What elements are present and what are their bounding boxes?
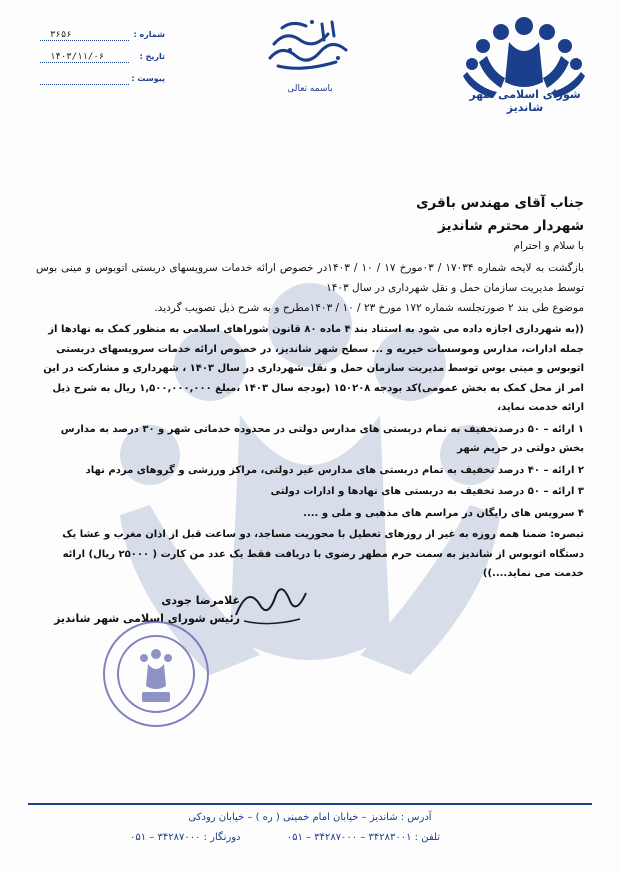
decision-note: تبصره: ضمنا همه روزه به غیر از روزهای تعطیل با محوریت مساجد، دو ساعت قبل از اذان مغرب و عشا یک دستگاه اتوبوس از شاندیز به سمت حرم مطهر رضوی با دریافت فقط یک عدد من کارت ( ۲۵۰۰۰ ریال) ارائه خدمت می نماید....)) [62,529,584,579]
attachment-label: پیوست : [131,74,165,83]
decision-item-3: ۳ ارائه – ۵۰ درصد تخفیف به دربستی های نهادها و ادارات دولتی [270,486,584,497]
date-line [40,62,129,63]
signer-title: رئیس شورای اسلامی شهر شاندیز [54,612,240,625]
decision-item-1: ۱ ارائه – ۵۰ درصدتخفیف به تمام دربستی های مدارس دولتی در محدوده خدماتی شهر و ۳۰ درصد به مدارس بخش دولتی در حریم شهر [60,423,584,454]
footer-address: آدرس : شاندیز – خیابان امام خمینی ( ره ) – خیابان رودکی [188,812,432,823]
addressee-name: جناب آقای مهندس باقری [416,195,584,211]
number-row [40,30,165,52]
council-name: شورای اسلامی شهر شاندیز [469,88,581,114]
decision-paragraph: ((به شهرداری اجازه داده می شود به استناد بند ۴ ماده ۸۰ قانون شوراهای اسلامی به منظور کمک به نهادها از جمله ادارات، مدارس وموسسات خیریه و ... سطح شهر شاندیز، در خصوص ارائه خدمات سرویسهای دربستی اتوبوس و مینی بوس توسط مدیریت سازمان حمل و نقل شهرداری در سال ۱۴۰۳ ، شهرداری و مشارکت در این امر از محل کمک به بخش عمومی)کد بودجه ۱۵۰۲۰۸ (بودجه سال ۱۴۰۳ ،مبلغ ۱,۵۰۰,۰۰۰,۰۰۰ ریال به شرح ذیل ارائه خدمت نماید، [43,324,584,413]
handwritten-signature [230,575,310,630]
decision-item-4: ۴ سرویس های رایگان در مراسم های مذهبی و ملی و .... [303,507,584,519]
footer-divider [28,803,592,805]
date-label: تاریخ : [139,52,165,61]
footer-phone: تلفن : ۳۴۲۸۳۰۰۱ – ۳۴۲۸۷۰۰۰ – ۰۵۱ [286,832,440,843]
attachment-row [40,74,165,96]
date-value: ۱۴۰۳/۱۱/۰۶ [50,52,105,62]
council-logo [457,12,592,132]
number-label: شماره : [133,30,165,39]
greeting: با سلام و احترام [513,240,584,252]
subject-paragraph: موضوع طی بند ۲ صورتجلسه شماره ۱۷۲ مورخ ۲۳ / ۱۰ / ۱۴۰۳مطرح و به شرح ذیل تصویب گردید. [154,302,584,314]
decision-item-2: ۲ ارائه – ۴۰ درصد تخفیف به تمام دربستی های مدارس غیر دولتی، مراکز ورزشی و گروهای مردم نهاد [85,464,584,476]
number-line [40,40,129,41]
official-stamp [100,618,212,730]
basmala: باسمه تعالی [287,84,333,94]
letter-body [36,195,584,584]
intro-paragraph: بازگشت به لایحه شماره ۱۷۰۳۴ / ۰۳مورخ ۱۷ / ۱۰ / ۱۴۰۳در خصوص ارائه خدمات سرویسهای دربستی اتوبوس و مینی بوس توسط مدیریت سازمان حمل و نقل شهرداری در سال ۱۴۰۳ [36,262,584,294]
signer-name: غلامرضا جودی [161,594,240,607]
attachment-line [40,84,129,85]
date-row [40,52,165,74]
addressee-title: شهردار محترم شاندیز [438,218,584,234]
footer-fax: دورنگار : ۳۴۲۸۷۰۰۰ – ۰۵۱ [130,832,241,843]
letter-meta [40,30,165,96]
number-value: ۳۶۵۶ [50,30,72,40]
city-emblem [262,14,352,70]
